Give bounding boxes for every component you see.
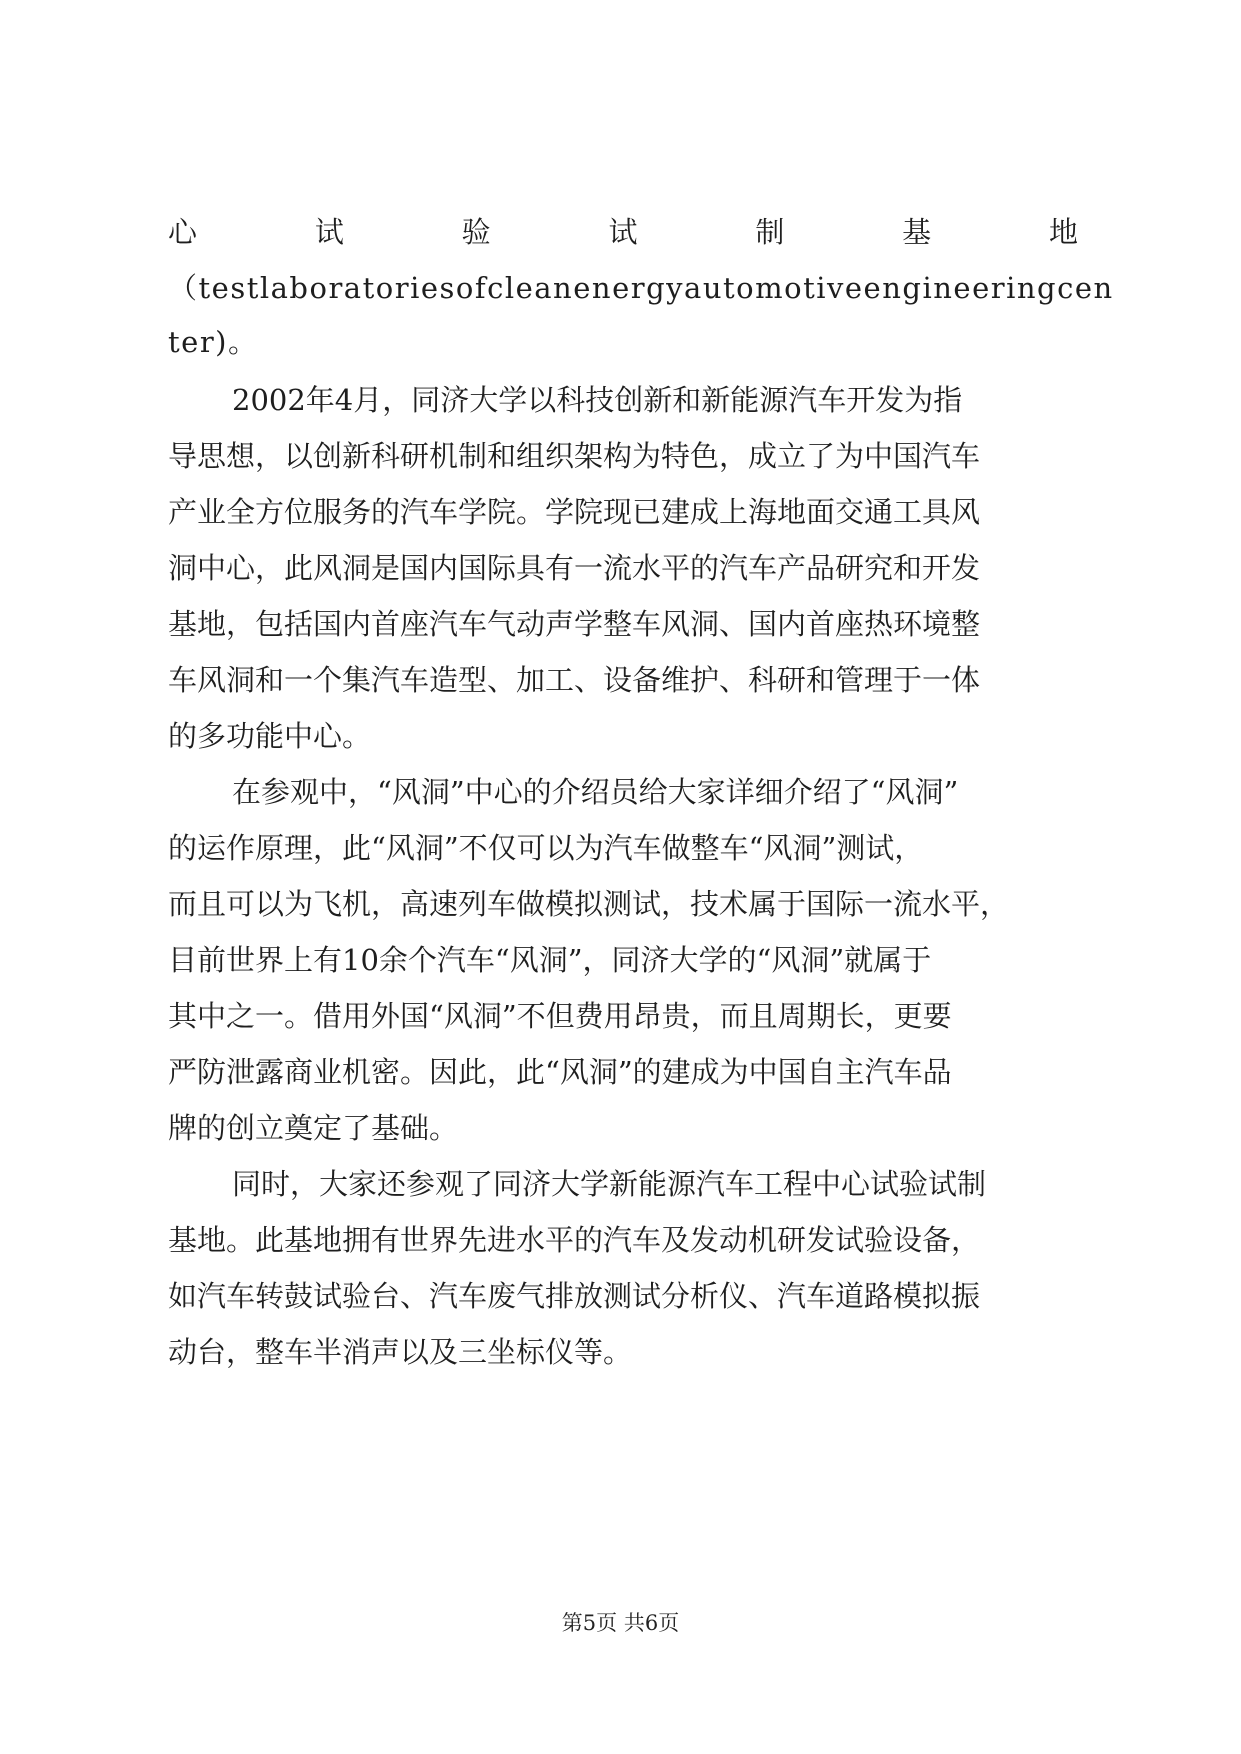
text-line: 而且可以为飞机，高速列车做模拟测试，技术属于国际一流水平， — [168, 887, 1010, 921]
page-number-footer: 第5页 共6页 — [561, 1611, 680, 1635]
text-line: 动台，整车半消声以及三坐标仪等。 — [168, 1335, 633, 1369]
text-line-2: （testlaboratoriesofcleanenergyautomotiveengineeringcen — [168, 271, 1114, 305]
text-line: 车风洞和一个集汽车造型、加工、设备维护、科研和管理于一体 — [168, 663, 981, 697]
paragraph-1-start: 2002年4月，同济大学以科技创新和新能源汽车开发为指 — [232, 383, 963, 417]
text-line: 产业全方位服务的汽车学院。学院现已建成上海地面交通工具风 — [168, 495, 981, 529]
text-line: 基地，包括国内首座汽车气动声学整车风洞、国内首座热环境整 — [168, 607, 981, 641]
text-line: 目前世界上有10余个汽车“风洞”，同济大学的“风洞”就属于 — [168, 943, 932, 977]
text-line: 牌的创立奠定了基础。 — [168, 1111, 459, 1145]
text-line: 如汽车转鼓试验台、汽车废气排放测试分析仪、汽车道路模拟振 — [168, 1279, 981, 1313]
char: 地 — [1048, 215, 1078, 249]
char: 验 — [461, 215, 491, 249]
text-line: 的多功能中心。 — [168, 719, 372, 753]
char: 心 — [168, 215, 198, 249]
char: 基 — [902, 215, 932, 249]
text-line-1 — [168, 212, 1078, 252]
text-line: 导思想，以创新科研机制和组织架构为特色，成立了为中国汽车 — [168, 439, 981, 473]
text-line: 其中之一。借用外国“风洞”不但费用昂贵，而且周期长，更要 — [168, 999, 952, 1033]
text-line-3: ter)。 — [168, 325, 259, 359]
paragraph-2-start: 在参观中，“风洞”中心的介绍员给大家详细介绍了“风洞” — [232, 775, 959, 809]
text-line: 洞中心，此风洞是国内国际具有一流水平的汽车产品研究和开发 — [168, 551, 981, 585]
text-line: 严防泄露商业机密。因此，此“风洞”的建成为中国自主汽车品 — [168, 1055, 952, 1089]
char: 试 — [314, 215, 344, 249]
char: 制 — [755, 215, 785, 249]
paragraph-3-start: 同时，大家还参观了同济大学新能源汽车工程中心试验试制 — [232, 1167, 987, 1201]
text-line: 基地。此基地拥有世界先进水平的汽车及发动机研发试验设备， — [168, 1223, 981, 1257]
text-line: 的运作原理，此“风洞”不仅可以为汽车做整车“风洞”测试， — [168, 831, 924, 865]
char: 试 — [608, 215, 638, 249]
